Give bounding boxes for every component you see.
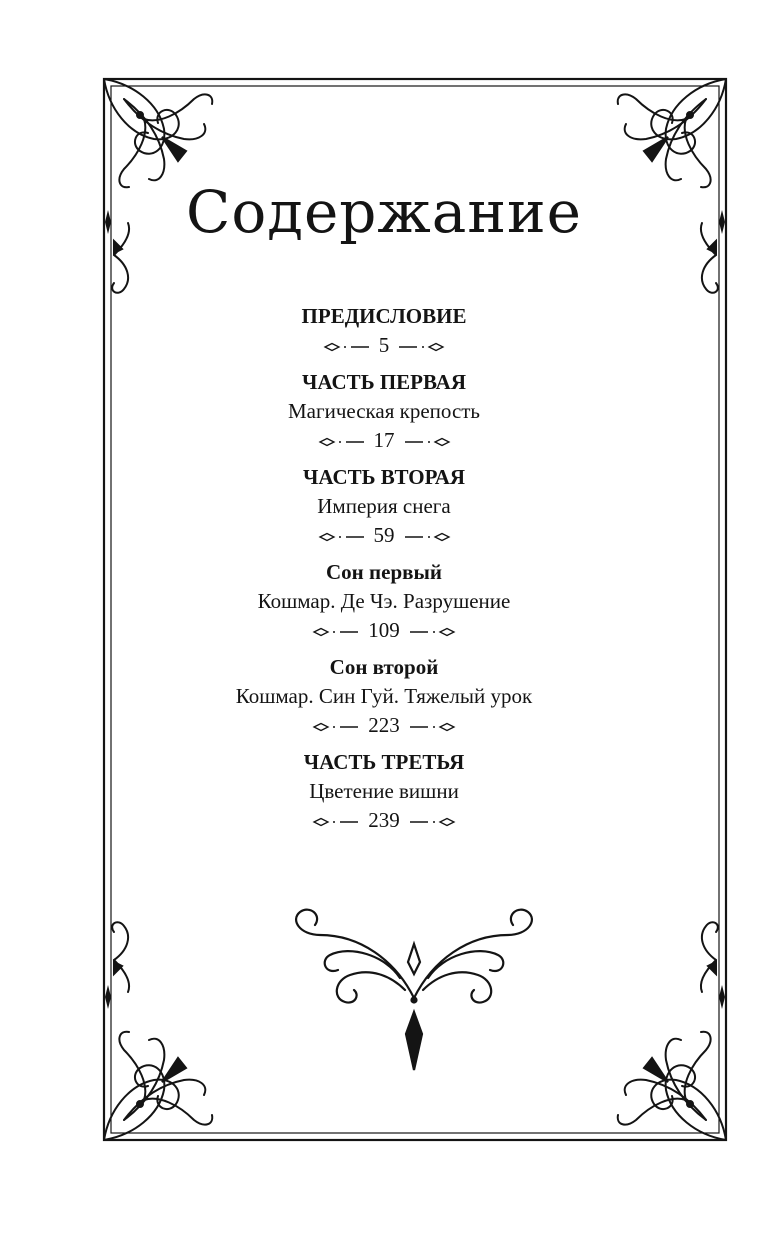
corner-ornament-bottom-right <box>618 1032 726 1140</box>
toc-entry-heading: ПРЕДИСЛОВИЕ <box>301 304 467 328</box>
ornament-left-icon <box>312 627 360 637</box>
ornament-right-icon <box>397 342 445 352</box>
toc-entry-subtitle: Кошмар. Син Гуй. Тяжелый урок <box>235 684 533 708</box>
toc-entry-heading: ЧАСТЬ ВТОРАЯ <box>302 465 466 489</box>
toc-entry-subtitle: Цветение вишни <box>309 779 459 803</box>
toc-entry-page-line <box>0 426 768 454</box>
toc-entry-page-line <box>0 331 768 359</box>
ornament-left-icon <box>312 817 360 827</box>
center-flourish <box>296 910 532 1070</box>
toc-entry-page: 17 <box>373 428 395 452</box>
toc-entry-part-one <box>0 367 768 454</box>
toc-entry-page: 59 <box>373 523 395 547</box>
corner-ornament-bottom-left <box>104 1032 212 1140</box>
toc-entry-subtitle: Магическая крепость <box>287 399 481 423</box>
corner-ornament-top-right <box>618 79 726 187</box>
toc-entry-page-line <box>0 616 768 644</box>
toc-entry-page-line <box>0 521 768 549</box>
toc-entry-preface <box>0 301 768 359</box>
toc-entry-heading: Сон второй <box>329 655 439 679</box>
ornament-left-icon <box>323 342 371 352</box>
toc-entry-page: 239 <box>368 808 400 832</box>
ornament-left-icon <box>318 532 366 542</box>
ornament-right-icon <box>408 817 456 827</box>
toc-entry-page: 109 <box>368 618 400 642</box>
toc-entry-page-line <box>0 711 768 739</box>
table-of-contents <box>0 301 768 842</box>
toc-entry-dream-one <box>0 557 768 644</box>
toc-entry-dream-two <box>0 652 768 739</box>
toc-entry-heading: ЧАСТЬ ТРЕТЬЯ <box>303 750 465 774</box>
toc-entry-heading: Сон первый <box>326 560 442 584</box>
ornament-left-icon <box>318 437 366 447</box>
side-ornament-right-lower <box>701 922 718 992</box>
page-title: Содержание <box>185 178 583 246</box>
ornament-right-icon <box>408 722 456 732</box>
side-ornament-left-lower <box>112 922 129 992</box>
corner-ornament-top-left <box>104 79 212 187</box>
toc-entry-page: 5 <box>378 333 390 357</box>
toc-entry-page-line <box>0 806 768 834</box>
toc-entry-subtitle: Кошмар. Де Чэ. Разрушение <box>257 589 511 613</box>
toc-entry-part-two <box>0 462 768 549</box>
ornament-right-icon <box>403 532 451 542</box>
toc-entry-page: 223 <box>368 713 400 737</box>
toc-entry-subtitle: Империя снега <box>317 494 451 518</box>
ornament-right-icon <box>403 437 451 447</box>
ornament-left-icon <box>312 722 360 732</box>
ornament-right-icon <box>408 627 456 637</box>
toc-entry-part-three <box>0 747 768 834</box>
toc-entry-heading: ЧАСТЬ ПЕРВАЯ <box>301 370 467 394</box>
